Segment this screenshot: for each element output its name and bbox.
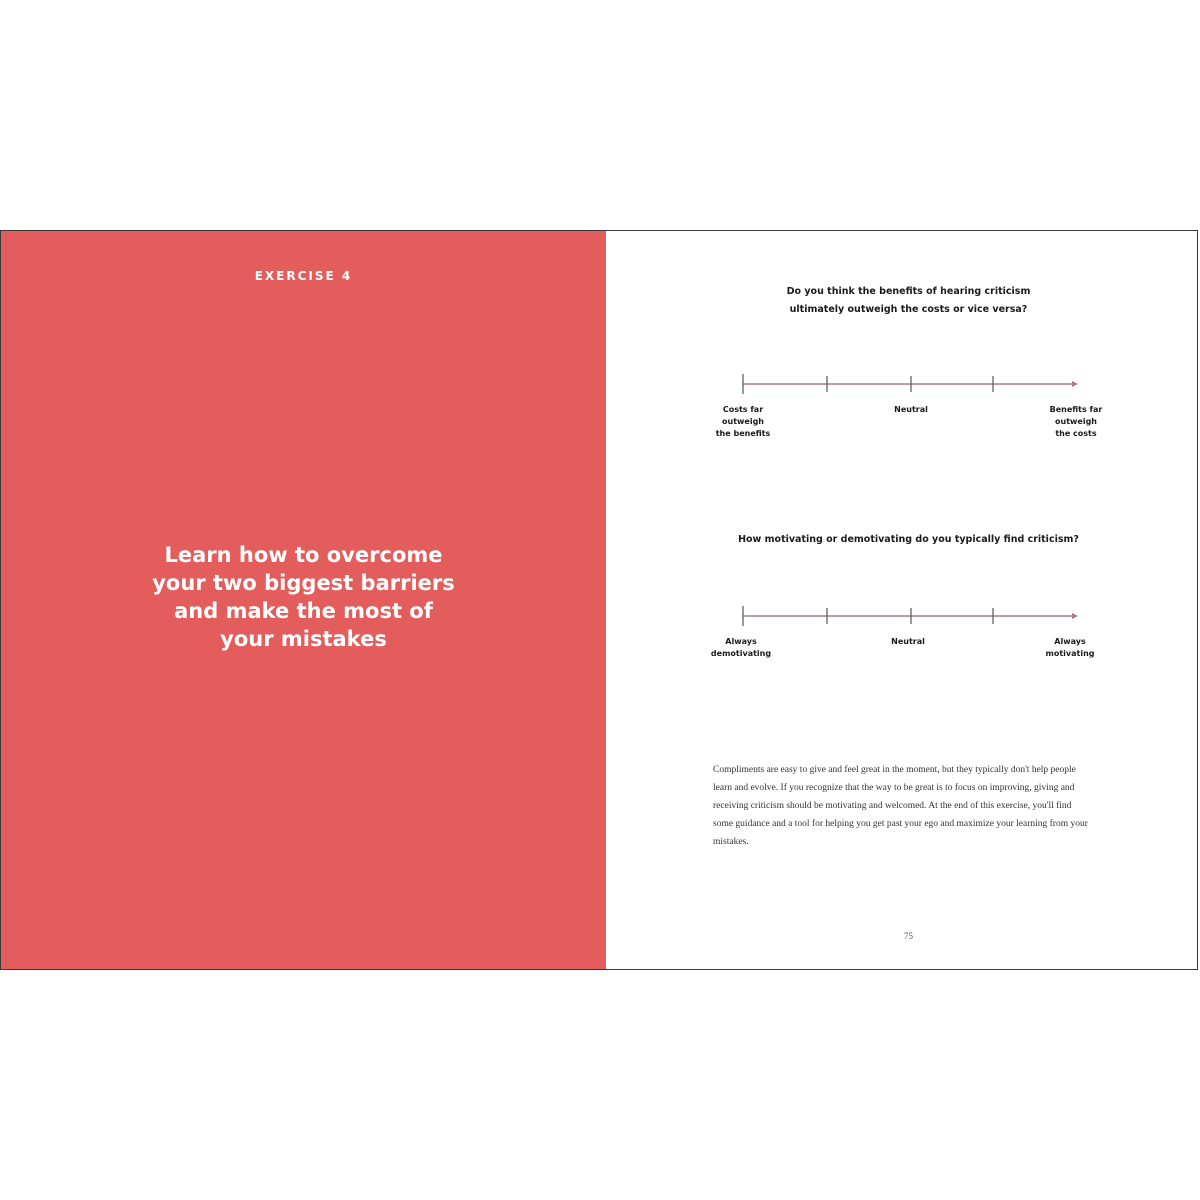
question-1-line: Do you think the benefits of hearing criticism: [786, 286, 1031, 297]
question-1-line: ultimately outweigh the costs or vice versa?: [789, 304, 1028, 315]
rating-scale-1: [606, 369, 1198, 399]
rating-scale-2: [606, 601, 1198, 631]
page-number: 75: [904, 931, 913, 941]
label-line: Always: [725, 637, 757, 646]
label-line: Always: [1054, 637, 1086, 646]
left-page: [1, 231, 606, 969]
headline-line: your mistakes: [220, 627, 387, 651]
question-2: [606, 531, 1197, 549]
exercise-label: EXERCISE 4: [254, 269, 353, 283]
headline-line: your two biggest barriers: [152, 571, 455, 595]
headline: [1, 541, 606, 653]
label-line: the benefits: [715, 429, 771, 438]
scale-2-middle-label: [868, 636, 948, 648]
right-page: [606, 231, 1197, 969]
headline-line: and make the most of: [174, 599, 433, 623]
question-1: [606, 283, 1197, 319]
scale-1-right-label: [1036, 404, 1116, 440]
label-line: outweigh: [722, 417, 764, 426]
book-spread: [0, 230, 1198, 970]
label-line: motivating: [1045, 649, 1095, 658]
label-line: Neutral: [891, 637, 925, 646]
label-line: demotivating: [710, 649, 772, 658]
scale-1-left-label: [703, 404, 783, 440]
scale-arrow: [1072, 613, 1078, 619]
label-line: Costs far: [722, 405, 764, 414]
label-line: Benefits far: [1049, 405, 1103, 414]
question-2-line: How motivating or demotivating do you typically find criticism?: [738, 534, 1079, 545]
label-line: Neutral: [894, 405, 928, 414]
label-line: outweigh: [1055, 417, 1097, 426]
headline-line: Learn how to overcome: [164, 543, 443, 567]
scale-2-right-label: [1030, 636, 1110, 660]
scale-arrow: [1072, 381, 1078, 387]
scale-2-left-label: [701, 636, 781, 660]
scale-1-middle-label: [871, 404, 951, 416]
body-paragraph: Compliments are easy to give and feel great in the moment, but they typically don't help people learn and evolve. If you recognize that the way to be great is to focus on improving, giving and receiving criticism should be motivating and welcomed. At the end of this exercise, you'll find some guidance and a tool for helping you get past your ego and maximize your learning from your mistakes.: [713, 765, 1088, 847]
label-line: the costs: [1055, 429, 1097, 438]
